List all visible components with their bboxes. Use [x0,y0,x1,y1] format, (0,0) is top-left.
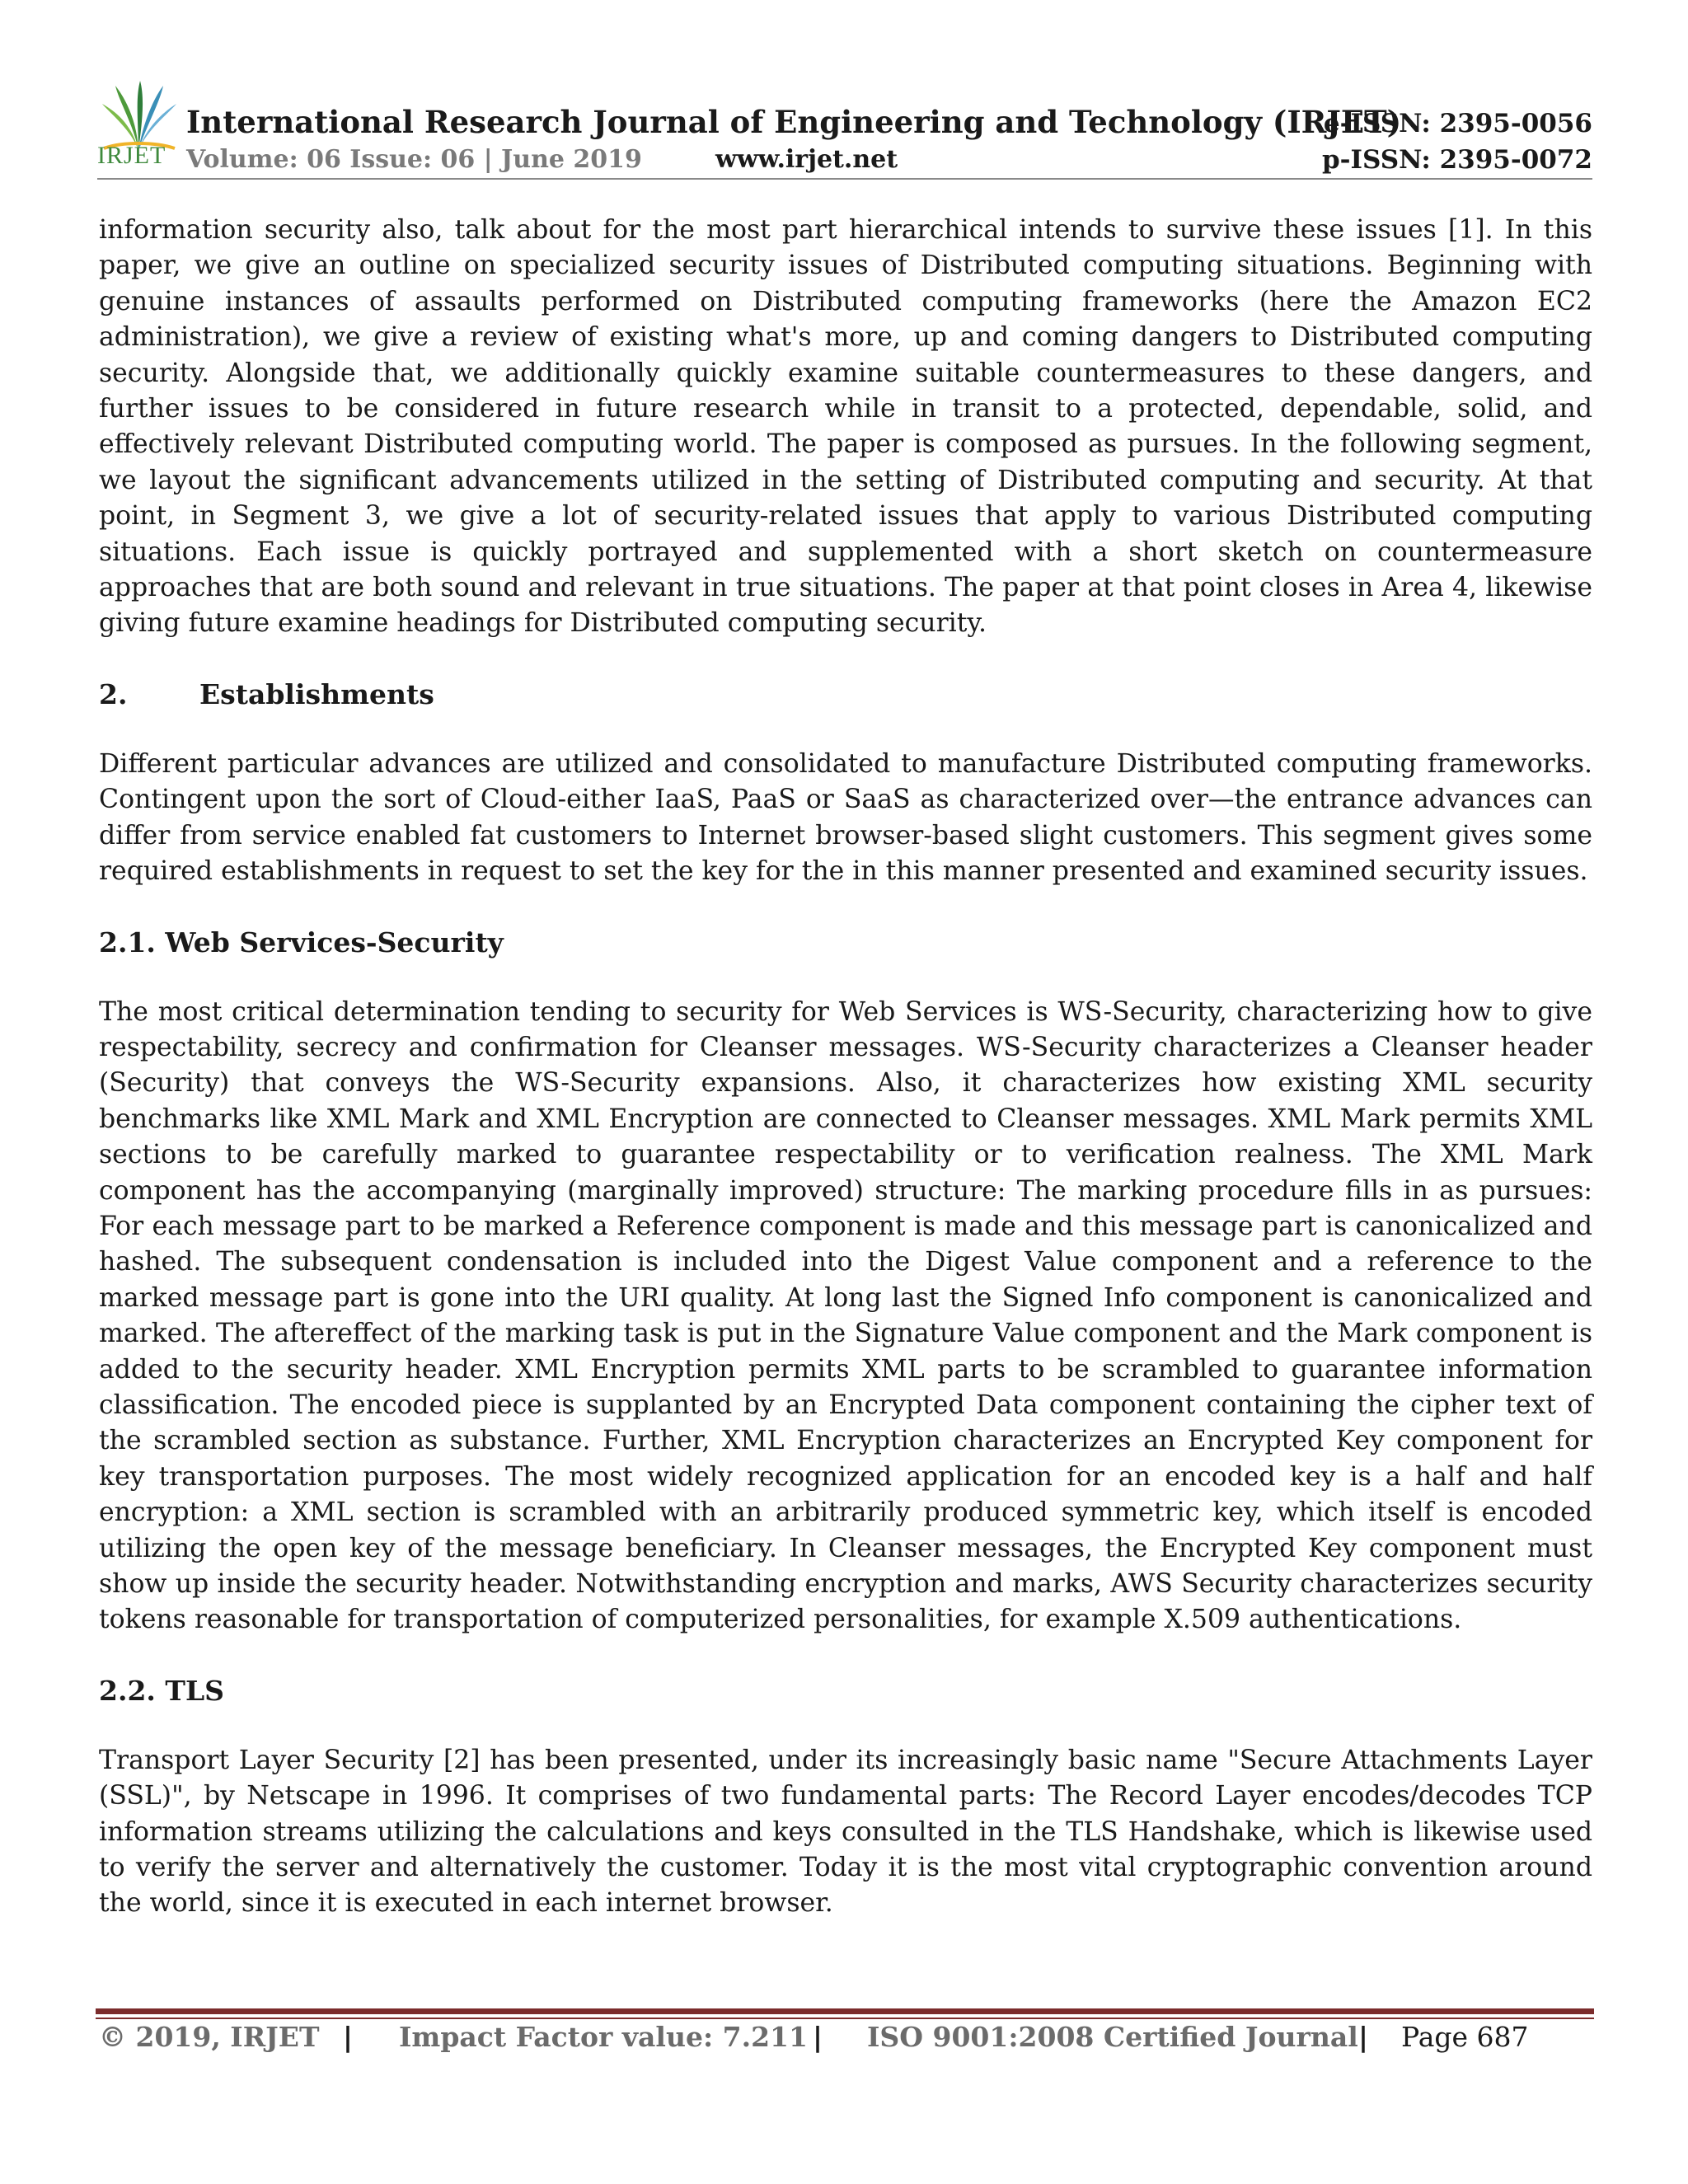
p-issn: p-ISSN: 2395-0072 [1321,145,1592,175]
tls-paragraph: Transport Layer Security [2] has been presented, under its increasingly basic name "Secure Attachments Layer (SSL)", by Netscape in 1996. It comprises of two fundamental parts: The Record Layer encodes/decodes TCP information streams utilizing the calculations and keys consulted in the TLS Handshake, which is likewise used to verify the server and alternatively the customer. Today it is the most vital cryptographic convention around the world, since it is executed in each internet browser. [99,1745,1592,1919]
footer-separator: | [343,2021,354,2053]
footer-separator: | [1358,2021,1369,2053]
footer-divider-thick [96,2008,1594,2014]
article-body [99,213,1592,1922]
irjet-logo [97,79,180,176]
subsection-heading-tls: 2.2. TLS [99,1674,224,1707]
journal-website[interactable]: www.irjet.net [715,145,898,174]
ws-security-paragraph: The most critical determination tending to security for Web Services is WS-Security, characterizing how to give respectability, secrecy and confirmation for Cleanser messages. WS-Security characterizes a Cleanser header (Security) that conveys the WS-Security expansions. Also, it characterizes how existing XML security benchmarks like XML Mark and XML Encryption are connected to Cleanser messages. XML Mark permits XML sections to be carefully marked to guarantee respectability or to verification realness. The XML Mark component has the accompanying (marginally improved) structure: The marking procedure fills in as pursues: For each message part to be marked a Reference component is made and this message part is canonicalized and hashed. The subsequent condensation is included into the Digest Value component and a reference to the marked message part is gone into the URI quality. At long last the Signed Info component is canonicalized and marked. The aftereffect of the marking task is put in the Signature Value component and the Mark component is added to the security header. XML Encryption permits XML parts to be scrambled to guarantee information classification. The encoded piece is supplanted by an Encrypted Data component containing the cipher text of the scrambled section as substance. Further, XML Encryption characterizes an Encrypted Key component for key transportation purposes. The most widely recognized application for an encoded key is a half and half encryption: a XML section is scrambled with an arbitrarily produced symmetric key, which itself is encoded utilizing the open key of the message beneficiary. In Cleanser messages, the Encrypted Key component must show up inside the security header. Notwithstanding encryption and marks, AWS Security characterizes security tokens reasonable for transportation of computerized personalities, for example X.509 authentications. [99,996,1592,1635]
header-divider [97,178,1592,180]
section-heading-establishments [99,677,1592,712]
footer-impact-factor: Impact Factor value: 7.211 [399,2021,808,2053]
establishments-paragraph: Different particular advances are utilized and consolidated to manufacture Distributed computing frameworks. Contingent upon the sort of Cloud-either IaaS, PaaS or SaaS as characterized over—the entrance advances can differ from service enabled fat customers to Internet browser-based slight customers. This segment gives some required establishments in request to set the key for the in this manner presented and examined security issues. [99,748,1592,887]
subsection-heading-ws-security: 2.1. Web Services-Security [99,926,504,958]
footer-separator: | [813,2021,823,2053]
footer-iso: ISO 9001:2008 Certified Journal [867,2021,1358,2053]
intro-paragraph: information security also, talk about for the most part hierarchical intends to survive these issues [1]. In this paper, we give an outline on specialized security issues of Distributed computing situations. Beginning with genuine instances of assaults performed on Distributed computing frameworks (here the Amazon EC2 administration), we give a review of existing what's more, up and coming dangers to Distributed computing security. Alongside that, we additionally quickly examine suitable countermeasures to these dangers, and further issues to be considered in future research while in transit to a protected, dependable, solid, and effectively relevant Distributed computing world. The paper is composed as pursues. In the following segment, we layout the significant advancements utilized in the setting of Distributed computing and security. At that point, in Segment 3, we give a lot of security-related issues that apply to various Distributed computing situations. Each issue is quickly portrayed and supplemented with a short sketch on countermeasure approaches that are both sound and relevant in true situations. The paper at that point closes in Area 4, likewise giving future examine headings for Distributed computing security. [99,215,1592,639]
e-issn: e-ISSN: 2395-0056 [1323,109,1592,138]
logo-text: IRJET [97,142,166,169]
page-header [97,79,1592,178]
volume-issue: Volume: 06 Issue: 06 | June 2019 [186,145,642,174]
footer-copyright: © 2019, IRJET [99,2021,320,2053]
journal-title: International Research Journal of Engineering and Technology (IRJET) [186,104,1402,140]
page-footer [99,2021,1594,2062]
section-title: Establishments [199,677,434,710]
footer-page-number: Page 687 [1401,2021,1529,2053]
section-number: 2. [99,677,128,710]
footer-divider-thin [96,2018,1594,2019]
